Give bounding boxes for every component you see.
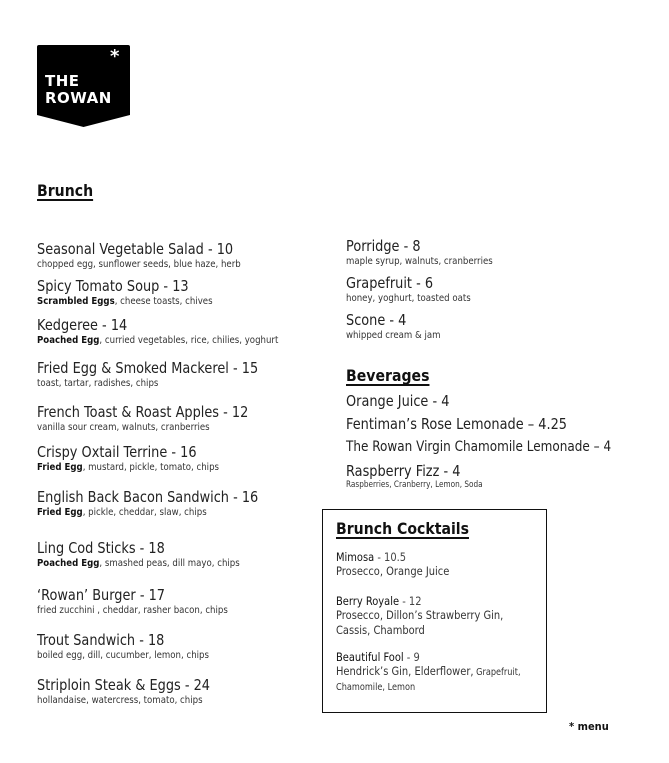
beverage-item <box>346 462 505 491</box>
brunch-cocktails-box <box>322 509 547 713</box>
cocktail-desc: Prosecco, Dillon’s Strawberry Gin, <box>336 608 504 622</box>
menu-item-desc: toast, tartar, radishes, chips <box>37 378 159 389</box>
cocktail-desc: Hendrick’s Gin, Elderflower, Grapefruit, <box>336 664 521 678</box>
cocktail-desc-line-2: Cassis, Chambord <box>336 623 425 637</box>
logo-line-2: ROWAN <box>45 89 112 107</box>
menu-item <box>37 676 238 707</box>
menu-item-desc: Scrambled Eggs, cheese toasts, chives <box>37 296 213 307</box>
menu-footnote: * menu <box>569 720 609 733</box>
cocktail-desc-line-2: Chamomile, Lemon <box>336 682 416 693</box>
cocktail-item <box>336 550 468 579</box>
menu-item <box>346 237 517 268</box>
menu-item-name: Seasonal Vegetable Salad - 10 <box>37 240 234 258</box>
menu-item <box>346 274 491 305</box>
beverage-name: Raspberry Fizz - 4 <box>346 462 461 480</box>
menu-item-desc: fried zucchini , cheddar, rasher bacon, chips <box>37 605 228 616</box>
cocktail-name: Beautiful Fool - 9 <box>336 650 420 664</box>
beverage-desc: Raspberries, Cranberry, Lemon, Soda <box>346 480 483 490</box>
menu-item <box>37 488 294 519</box>
menu-item-desc: boiled egg, dill, cucumber, lemon, chips <box>37 650 209 661</box>
menu-item <box>37 586 259 617</box>
menu-item-name: Fried Egg & Smoked Mackerel - 15 <box>37 359 259 377</box>
menu-item-name: Spicy Tomato Soup - 13 <box>37 277 189 295</box>
logo-line-1: THE <box>45 72 80 90</box>
menu-item <box>37 277 241 308</box>
menu-item-desc: whipped cream & jam <box>346 330 441 341</box>
menu-item-name: ‘Rowan’ Burger - 17 <box>37 586 166 604</box>
menu-item-name: Trout Sandwich - 18 <box>37 631 165 649</box>
beverage-name: Orange Juice - 4 <box>346 392 450 410</box>
menu-item-desc: honey, yoghurt, toasted oats <box>346 293 471 304</box>
asterisk-icon: * <box>110 46 120 67</box>
cocktail-name: Berry Royale - 12 <box>336 594 422 608</box>
menu-item <box>37 240 274 271</box>
beverage-name: The Rowan Virgin Chamomile Lemonade – 4 <box>346 439 612 455</box>
menu-item-name: Striploin Steak & Eggs - 24 <box>37 676 211 694</box>
beverage-name: Fentiman’s Rose Lemonade – 4.25 <box>346 415 568 433</box>
menu-item-desc: maple syrup, walnuts, cranberries <box>346 256 493 267</box>
brunch-section-title: Brunch <box>37 181 94 200</box>
menu-item-desc: Poached Egg, curried vegetables, rice, chilies, yoghurt <box>37 335 279 346</box>
menu-item-name: Crispy Oxtail Terrine - 16 <box>37 443 197 461</box>
menu-item-desc: Fried Egg, mustard, pickle, tomato, chips <box>37 462 220 473</box>
beverage-item <box>346 392 466 410</box>
cocktail-item <box>336 650 551 695</box>
beverage-item <box>346 415 603 433</box>
menu-item-name: English Back Bacon Sandwich - 16 <box>37 488 259 506</box>
cocktail-name: Mimosa - 10.5 <box>336 550 407 564</box>
menu-item-name: French Toast & Roast Apples - 12 <box>37 403 249 421</box>
menu-item <box>37 403 283 434</box>
cocktail-desc: Prosecco, Orange Juice <box>336 564 450 578</box>
menu-item-desc: Fried Egg, pickle, cheddar, slaw, chips <box>37 507 207 518</box>
logo-wordmark <box>45 73 112 107</box>
beverage-item <box>346 438 654 456</box>
menu-item-name: Porridge - 8 <box>346 237 421 255</box>
the-rowan-logo <box>37 45 130 127</box>
menu-item <box>346 311 456 342</box>
menu-item <box>37 631 237 662</box>
menu-item <box>37 539 273 570</box>
menu-item-desc: hollandaise, watercress, tomato, chips <box>37 695 203 706</box>
menu-item-name: Grapefruit - 6 <box>346 274 434 292</box>
menu-item-name: Ling Cod Sticks - 18 <box>37 539 165 557</box>
menu-item-name: Kedgeree - 14 <box>37 316 128 334</box>
beverages-section-title: Beverages <box>346 366 430 385</box>
menu-item-name: Scone - 4 <box>346 311 407 329</box>
menu-item-desc: Poached Egg, smashed peas, dill mayo, chips <box>37 558 240 569</box>
cocktails-section-title: Brunch Cocktails <box>336 519 469 538</box>
menu-item <box>37 359 294 390</box>
menu-item <box>37 443 249 474</box>
menu-item-desc: chopped egg, sunflower seeds, blue haze, herb <box>37 259 241 270</box>
menu-item-desc: vanilla sour cream, walnuts, cranberries <box>37 422 210 433</box>
cocktail-item <box>336 594 531 638</box>
menu-item <box>37 316 318 347</box>
